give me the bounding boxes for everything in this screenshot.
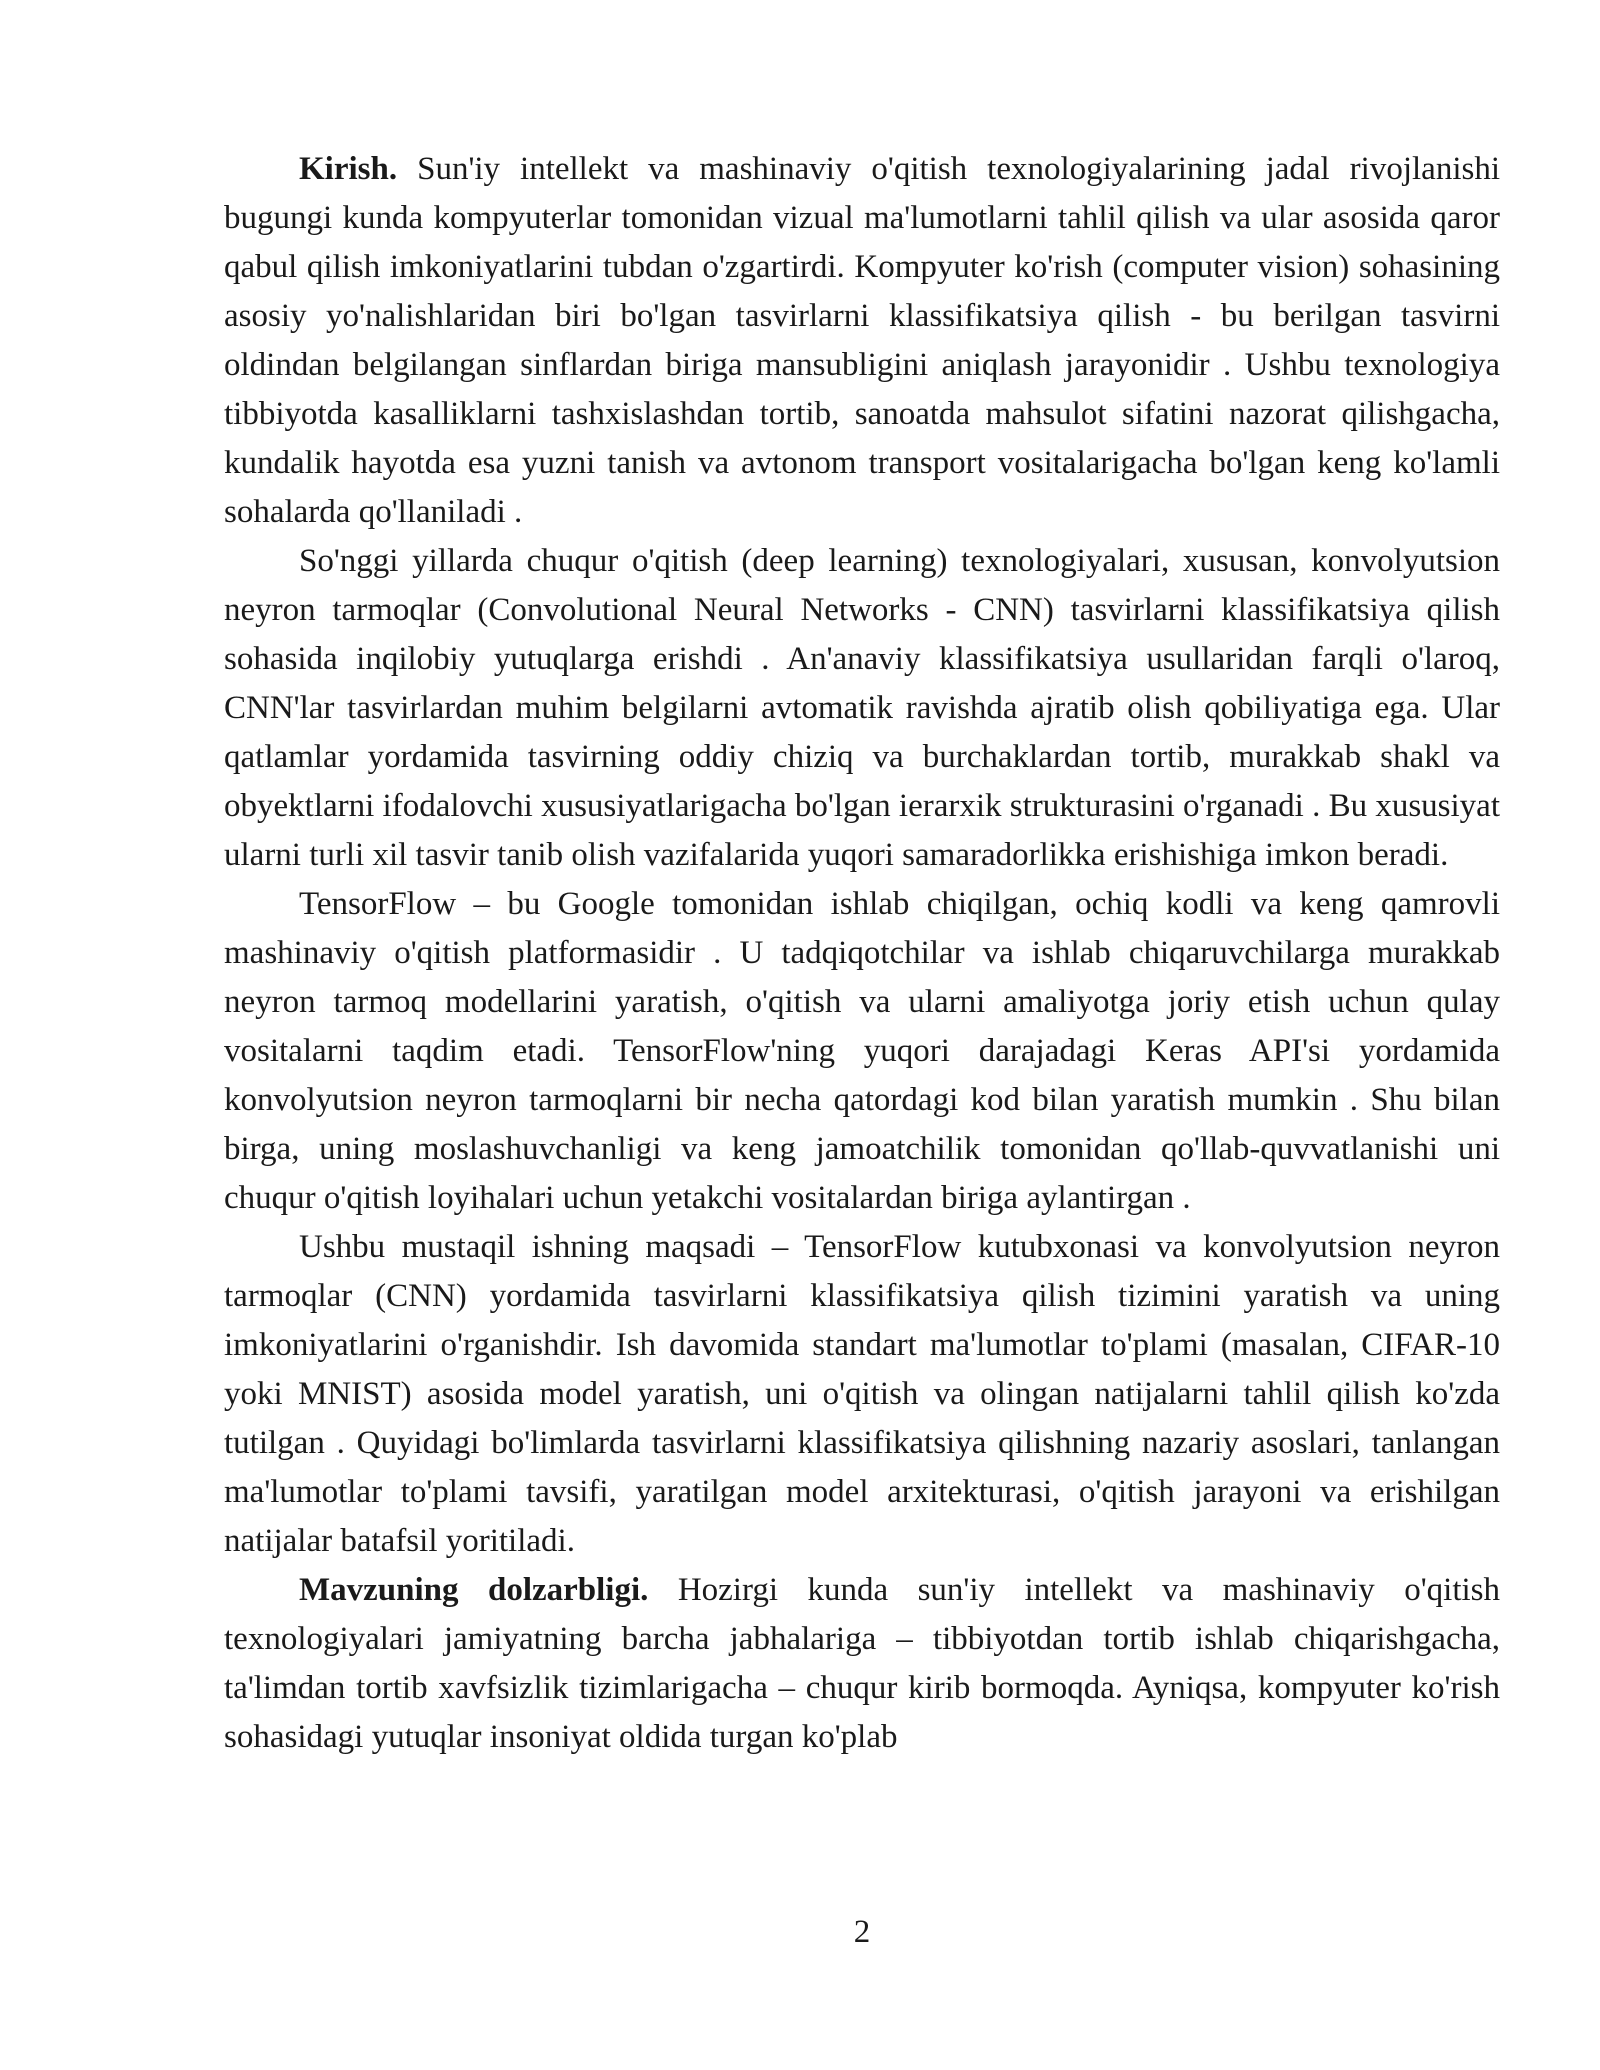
paragraph-text: Hozirgi kunda sun'iy intellekt va mashinaviy o'qitish texnologiyalari jamiyatning barcha jabhalariga – tibbiyotdan tortib ishlab chiqarishgacha, ta'limdan tortib xavfsizlik tizimlarigacha – chuqur kirib bormoqda. Ayniqsa, kompyuter ko'rish sohasidagi yutuqlar insoniyat oldida turgan ko'plab (224, 1572, 1500, 1755)
paragraph-objective (224, 1223, 1500, 1566)
page-number: 2 (853, 1914, 871, 1950)
paragraph-introduction (224, 145, 1500, 537)
section-heading-kirish: Kirish. (299, 151, 398, 187)
paragraph-text: Ushbu mustaqil ishning maqsadi – TensorFlow kutubxonasi va konvolyutsion neyron tarmoqlar (CNN) yordamida tasvirlarni klassifikatsiya qilish tizimini yaratish va uning imkoniyatlarini o'rganishdir. Ish davomida standart ma'lumotlar to'plami (masalan, CIFAR-10 yoki MNIST) asosida model yaratish, uni o'qitish va olingan natijalarni tahlil qilish ko'zda tutilgan . Quyidagi bo'limlarda tasvirlarni klassifikatsiya qilishning nazariy asoslari, tanlangan ma'lumotlar to'plami tavsifi, yaratilgan model arxitekturasi, o'qitish jarayoni va erishilgan natijalar batafsil yoritiladi. (224, 1229, 1500, 1559)
paragraph-text: So'nggi yillarda chuqur o'qitish (deep learning) texnologiyalari, xususan, konvolyutsion neyron tarmoqlar (Convolutional Neural Networks - CNN) tasvirlarni klassifikatsiya qilish sohasida inqilobiy yutuqlarga erishdi . An'anaviy klassifikatsiya usullaridan farqli o'laroq, CNN'lar tasvirlardan muhim belgilarni avtomatik ravishda ajratib olish qobiliyatiga ega. Ular qatlamlar yordamida tasvirning oddiy chiziq va burchaklardan tortib, murakkab shakl va obyektlarni ifodalovchi xususiyatlarigacha bo'lgan ierarxik strukturasini o'rganadi . Bu xususiyat ularni turli xil tasvir tanib olish vazifalarida yuqori samaradorlikka erishishiga imkon beradi. (224, 543, 1500, 873)
section-heading-dolzarbligi: Mavzuning dolzarbligi. (299, 1572, 649, 1608)
paragraph-relevance (224, 1566, 1500, 1762)
paragraph-text: Sun'iy intellekt va mashinaviy o'qitish texnologiyalarining jadal rivojlanishi bugungi kunda kompyuterlar tomonidan vizual ma'lumotlarni tahlil qilish va ular asosida qaror qabul qilish imkoniyatlarini tubdan o'zgartirdi. Kompyuter ko'rish (computer vision) sohasining asosiy yo'nalishlaridan biri bo'lgan tasvirlarni klassifikatsiya qilish - bu berilgan tasvirni oldindan belgilangan sinflardan biriga mansubligini aniqlash jarayonidir . Ushbu texnologiya tibbiyotda kasalliklarni tashxislashdan tortib, sanoatda mahsulot sifatini nazorat qilishgacha, kundalik hayotda esa yuzni tanish va avtonom transport vositalarigacha bo'lgan keng ko'lamli sohalarda qo'llaniladi . (224, 151, 1500, 530)
paragraph-text: TensorFlow – bu Google tomonidan ishlab chiqilgan, ochiq kodli va keng qamrovli mashinaviy o'qitish platformasidir . U tadqiqotchilar va ishlab chiqaruvchilarga murakkab neyron tarmoq modellarini yaratish, o'qitish va ularni amaliyotga joriy etish uchun qulay vositalarni taqdim etadi. TensorFlow'ning yuqori darajadagi Keras API'si yordamida konvolyutsion neyron tarmoqlarni bir necha qatordagi kod bilan yaratish mumkin . Shu bilan birga, uning moslashuvchanligi va keng jamoatchilik tomonidan qo'llab-quvvatlanishi uni chuqur o'qitish loyihalari uchun yetakchi vositalardan biriga aylantirgan . (224, 886, 1500, 1216)
paragraph-tensorflow (224, 880, 1500, 1223)
paragraph-deep-learning (224, 537, 1500, 880)
document-body (224, 145, 1500, 1762)
